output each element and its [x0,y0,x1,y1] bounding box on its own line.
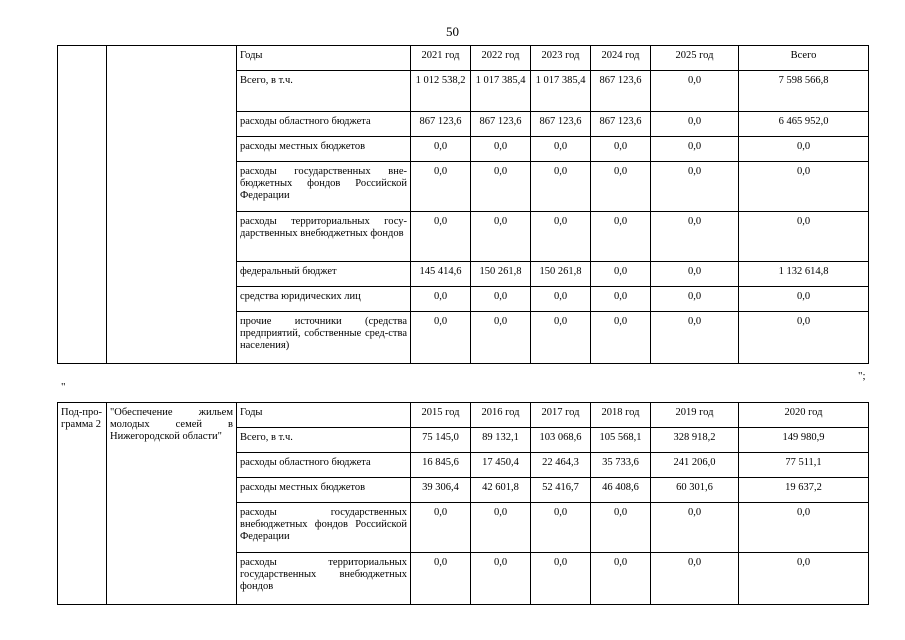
row-label: расходы местных бюджетов [237,137,411,162]
cell-value: 145 414,6 [411,262,471,287]
opening-quote-mark: " [61,381,66,393]
cell-value: 0,0 [651,137,739,162]
cell-value: 35 733,6 [591,453,651,478]
cell-value: 150 261,8 [471,262,531,287]
cell-value: 42 601,8 [471,478,531,503]
cell-value: 0,0 [471,162,531,212]
header-year: 2023 год [531,46,591,71]
row-label: прочие источники (средства предприятий, собственные сред-ства населения) [237,312,411,364]
subprogram-title: "Обеспечение жильем молодых семей в Нижегородской области" [107,403,237,605]
header-year: 2015 год [411,403,471,428]
cell-value: 0,0 [651,112,739,137]
cell-value: 105 568,1 [591,428,651,453]
cell-value: 867 123,6 [531,112,591,137]
cell-value: 0,0 [531,162,591,212]
funding-table-continued [57,45,869,364]
cell-value: 0,0 [651,312,739,364]
cell-value: 867 123,6 [591,112,651,137]
cell-value: 0,0 [739,553,869,605]
cell-value: 60 301,6 [651,478,739,503]
header-label: Годы [237,46,411,71]
cell-value: 0,0 [739,137,869,162]
cell-value: 0,0 [471,553,531,605]
header-year: 2025 год [651,46,739,71]
cell-value: 0,0 [591,212,651,262]
cell-value: 0,0 [651,503,739,553]
cell-value: 46 408,6 [591,478,651,503]
cell-value: 0,0 [651,262,739,287]
cell-value: 1 132 614,8 [739,262,869,287]
cell-value: 77 511,1 [739,453,869,478]
cell-value: 0,0 [531,503,591,553]
header-year: 2016 год [471,403,531,428]
cell-value: 0,0 [411,503,471,553]
header-year: 2022 год [471,46,531,71]
header-label: Годы [237,403,411,428]
cell-value: 0,0 [591,137,651,162]
cell-value: 0,0 [591,312,651,364]
header-total: Всего [739,46,869,71]
subprogram-number: Под-про-грамма 2 [58,403,107,605]
row-label: расходы территориальных государственных внебюджетных фондов [237,553,411,605]
header-year: 2017 год [531,403,591,428]
cell-value: 0,0 [471,312,531,364]
cell-value: 0,0 [471,212,531,262]
cell-value: 0,0 [531,312,591,364]
empty-cell [107,46,237,364]
closing-quote-mark: "; [858,370,866,382]
cell-value: 0,0 [411,137,471,162]
cell-value: 0,0 [471,503,531,553]
row-label: расходы государственных вне-бюджетных фондов Российской Федерации [237,162,411,212]
cell-value: 6 465 952,0 [739,112,869,137]
cell-value: 0,0 [411,553,471,605]
cell-value: 89 132,1 [471,428,531,453]
row-label: средства юридических лиц [237,287,411,312]
cell-value: 19 637,2 [739,478,869,503]
cell-value: 0,0 [531,212,591,262]
cell-value: 0,0 [739,287,869,312]
page-number: 50 [446,24,459,39]
row-label: расходы территориальных госу-дарственных внебюджетных фондов [237,212,411,262]
header-year: 2018 год [591,403,651,428]
cell-value: 0,0 [651,287,739,312]
cell-value: 0,0 [739,312,869,364]
cell-value: 1 017 385,4 [471,71,531,112]
subprogram-2-funding-table [57,402,869,605]
cell-value: 149 980,9 [739,428,869,453]
cell-value: 0,0 [739,503,869,553]
cell-value: 7 598 566,8 [739,71,869,112]
header-year: 2021 год [411,46,471,71]
cell-value: 103 068,6 [531,428,591,453]
cell-value: 0,0 [591,553,651,605]
cell-value: 0,0 [651,212,739,262]
row-label: расходы местных бюджетов [237,478,411,503]
cell-value: 0,0 [531,137,591,162]
cell-value: 0,0 [411,287,471,312]
cell-value: 0,0 [591,503,651,553]
cell-value: 0,0 [411,312,471,364]
cell-value: 52 416,7 [531,478,591,503]
cell-value: 1 017 385,4 [531,71,591,112]
row-label: Всего, в т.ч. [237,428,411,453]
cell-value: 150 261,8 [531,262,591,287]
cell-value: 0,0 [739,162,869,212]
cell-value: 0,0 [739,212,869,262]
cell-value: 17 450,4 [471,453,531,478]
cell-value: 241 206,0 [651,453,739,478]
cell-value: 39 306,4 [411,478,471,503]
cell-value: 0,0 [471,137,531,162]
cell-value: 0,0 [411,162,471,212]
cell-value: 867 123,6 [471,112,531,137]
cell-value: 867 123,6 [411,112,471,137]
cell-value: 0,0 [411,212,471,262]
cell-value: 0,0 [591,162,651,212]
cell-value: 0,0 [531,553,591,605]
row-label: расходы областного бюджета [237,453,411,478]
cell-value: 22 464,3 [531,453,591,478]
cell-value: 0,0 [651,162,739,212]
row-label: расходы областного бюджета [237,112,411,137]
row-label: расходы государственных внебюджетных фондов Российской Федерации [237,503,411,553]
header-year: 2024 год [591,46,651,71]
row-label: федеральный бюджет [237,262,411,287]
cell-value: 0,0 [471,287,531,312]
cell-value: 1 012 538,2 [411,71,471,112]
cell-value: 0,0 [591,287,651,312]
cell-value: 0,0 [651,553,739,605]
table-header-row [58,46,869,71]
cell-value: 0,0 [591,262,651,287]
cell-value: 328 918,2 [651,428,739,453]
cell-value: 0,0 [531,287,591,312]
table-header-row [58,403,869,428]
row-label: Всего, в т.ч. [237,71,411,112]
header-year: 2020 год [739,403,869,428]
cell-value: 75 145,0 [411,428,471,453]
cell-value: 0,0 [651,71,739,112]
header-year: 2019 год [651,403,739,428]
cell-value: 867 123,6 [591,71,651,112]
empty-cell [58,46,107,364]
cell-value: 16 845,6 [411,453,471,478]
